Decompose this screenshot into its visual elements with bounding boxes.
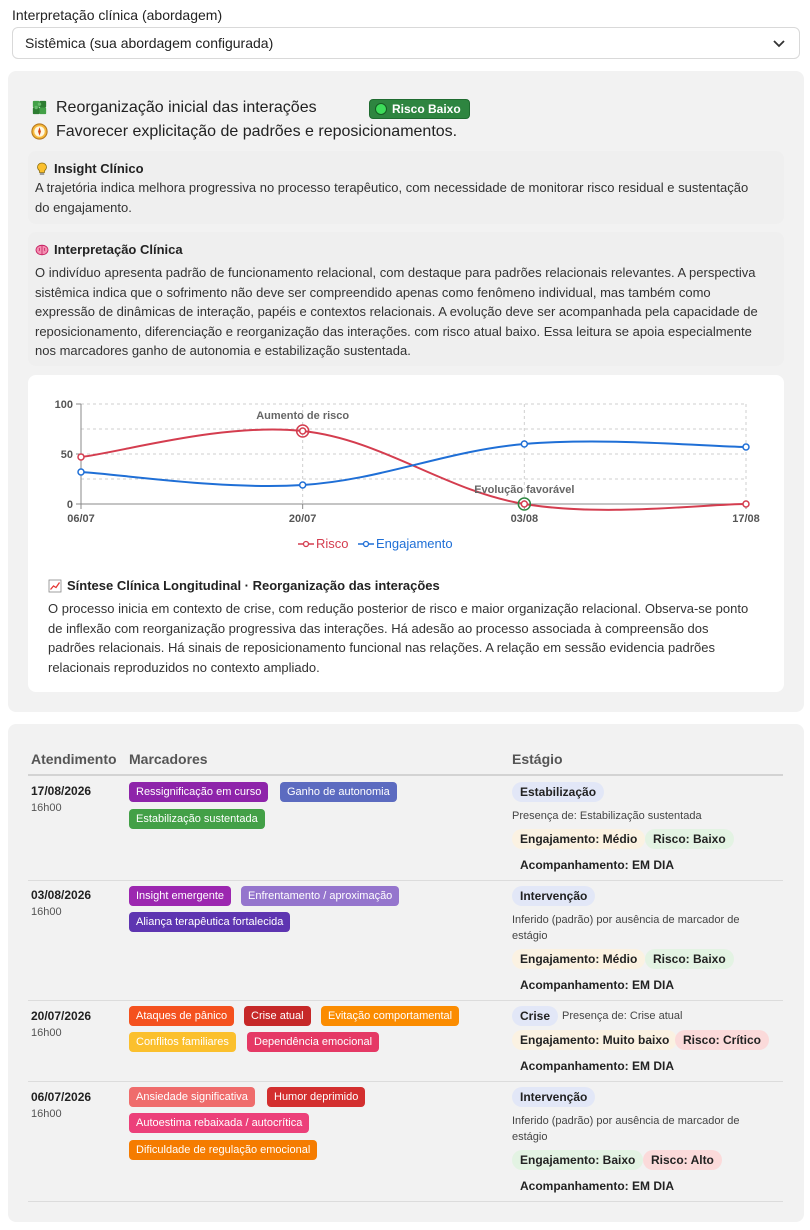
data-point-engajamento <box>78 469 84 475</box>
row-divider <box>28 1000 783 1001</box>
y-tick-label: 50 <box>60 449 73 461</box>
y-tick-label: 100 <box>54 399 73 411</box>
legend-risco[interactable] <box>298 536 349 551</box>
risk-badge-label: Risco Baixo <box>392 102 461 116</box>
session-date: 03/08/2026 <box>31 888 92 902</box>
risk-pill: Risco: Baixo <box>645 949 734 969</box>
session-time: 16h00 <box>31 802 62 814</box>
row-divider <box>28 1081 783 1082</box>
summary-title: Reorganização inicial das interações <box>56 98 317 116</box>
marker-tag: Autoestima rebaixada / autocrítica <box>129 1113 309 1133</box>
data-point-engajamento <box>521 441 527 447</box>
annotation-label: Aumento de risco <box>256 410 350 422</box>
stage-note: Presença de: Crise atual <box>562 1010 683 1022</box>
interpretation-title: Interpretação Clínica <box>54 242 183 257</box>
marker-tag: Ansiedade significativa <box>129 1087 255 1107</box>
risk-pill: Risco: Baixo <box>645 829 734 849</box>
series-line-risco <box>81 429 746 509</box>
followup-status: Acompanhamento: EM DIA <box>520 1179 675 1193</box>
engagement-pill: Engajamento: Muito baixo <box>512 1030 677 1050</box>
synthesis-line: relacionais reproduzidos no contexto ampliado. <box>48 659 320 675</box>
session-time: 16h00 <box>31 906 62 918</box>
synthesis-line: de inflexão com reorganização progressiva das interações. Há adesão ao processo associada à compreensão dos <box>48 620 709 636</box>
marker-tag: Insight emergente <box>129 886 231 906</box>
engagement-pill: Engajamento: Médio <box>512 829 645 849</box>
marker-tag: Aliança terapêutica fortalecida <box>129 912 290 932</box>
interpretation-line: nos marcadores ganho de autonomia e estabilização sustentada. <box>35 343 411 358</box>
x-tick-label: 06/07 <box>67 513 95 525</box>
data-point-engajamento <box>743 444 749 450</box>
annotation-label: Evolução favorável <box>474 484 575 496</box>
stage-pill: Crise <box>512 1006 558 1026</box>
evolution-chart <box>0 0 810 560</box>
data-point-risco <box>78 454 84 460</box>
approach-select-value: Sistêmica (sua abordagem configurada) <box>25 35 274 51</box>
synthesis-text <box>48 599 778 677</box>
interpretation-line: sistêmica indica que o sofrimento não deve ser compreendido apenas como fenômeno individual, mas também como <box>35 284 711 300</box>
row-divider <box>28 1201 783 1202</box>
legend-risco-marker-icon <box>298 539 314 549</box>
stage-note: Presença de: Estabilização sustentada <box>512 810 702 822</box>
col-header-atendimento: Atendimento <box>31 751 117 767</box>
synthesis-line: padrões relacionais. Há sinais de reposicionamento funcional nas relações. A relação em sessão evidencia padrões <box>48 640 716 655</box>
session-time: 16h00 <box>31 1027 62 1039</box>
sessions-card <box>8 724 804 1222</box>
marker-tag: Dificuldade de regulação emocional <box>129 1140 317 1160</box>
interpretation-line: reposicionamento, diferenciação e reorganização das interações. com risco atual baixo. Essa leitura se apoia especialmente <box>35 323 752 339</box>
engagement-pill: Engajamento: Médio <box>512 949 645 969</box>
marker-tag: Evitação comportamental <box>321 1006 459 1026</box>
risk-pill: Risco: Crítico <box>675 1030 769 1050</box>
insight-line: do engajamento. <box>35 199 132 215</box>
stage-pill: Estabilização <box>512 782 604 802</box>
interpretation-line: expressão de dinâmicas de interação, papéis e contextos relacionais. A evolução deve ser acompanhada pela capacidade de <box>35 304 758 319</box>
x-tick-label: 20/07 <box>288 513 317 525</box>
table-header-divider <box>28 774 783 776</box>
session-date: 20/07/2026 <box>31 1009 92 1023</box>
stage-note-line: Inferido (padrão) por ausência de marcador de <box>512 914 740 926</box>
marker-tag: Ressignificação em curso <box>129 782 268 802</box>
y-tick-label: 0 <box>66 499 73 511</box>
marker-tag: Crise atual <box>244 1006 311 1026</box>
marker-tag: Ganho de autonomia <box>280 782 397 802</box>
stage-note-line: estágio <box>512 1131 548 1143</box>
marker-tag: Estabilização sustentada <box>129 809 265 829</box>
followup-status: Acompanhamento: EM DIA <box>520 1059 675 1073</box>
interpretation-line: O indivíduo apresenta padrão de funcionamento relacional, com destaque para padrões relacionais relevantes. A perspectiva <box>35 265 756 280</box>
marker-tag: Conflitos familiares <box>129 1032 236 1052</box>
data-point-engajamento <box>300 482 306 488</box>
session-date: 17/08/2026 <box>31 784 92 798</box>
x-tick-label: 17/08 <box>732 513 760 525</box>
marker-tag: Dependência emocional <box>247 1032 379 1052</box>
marker-tag: Ataques de pânico <box>129 1006 234 1026</box>
row-divider <box>28 880 783 881</box>
session-date: 06/07/2026 <box>31 1090 92 1104</box>
legend-risco-label: Risco <box>316 536 349 551</box>
stage-note <box>512 912 739 944</box>
followup-status: Acompanhamento: EM DIA <box>520 858 675 872</box>
stage-pill: Intervenção <box>512 1087 595 1107</box>
risk-pill: Risco: Alto <box>643 1150 722 1170</box>
legend-engajamento-marker-icon <box>358 539 374 549</box>
engagement-pill: Engajamento: Baixo <box>512 1150 643 1170</box>
chart-increasing-icon <box>48 579 62 593</box>
stage-note-line: Inferido (padrão) por ausência de marcador de <box>512 1115 740 1127</box>
col-header-estagio: Estágio <box>512 751 563 767</box>
synthesis-line: O processo inicia em contexto de crise, com redução posterior de risco e maior organização relacional. Observa-se ponto <box>48 601 749 616</box>
insight-line: A trajetória indica melhora progressiva no processo terapêutico, com necessidade de monitorar risco residual e sustentação <box>35 180 749 195</box>
insight-title: Insight Clínico <box>54 161 144 176</box>
stage-note-line: estágio <box>512 930 548 942</box>
data-point-risco <box>743 501 749 507</box>
synthesis-title: Síntese Clínica Longitudinal · Reorganização das interações <box>67 578 440 593</box>
x-tick-label: 03/08 <box>510 513 539 525</box>
marker-tag: Humor deprimido <box>267 1087 365 1107</box>
stage-pill: Intervenção <box>512 886 595 906</box>
col-header-marcadores: Marcadores <box>129 751 208 767</box>
marker-tag: Enfrentamento / aproximação <box>241 886 399 906</box>
session-time: 16h00 <box>31 1108 62 1120</box>
legend-engajamento-label: Engajamento <box>376 536 453 551</box>
synthesis-title-row <box>48 578 440 593</box>
summary-subtitle: Favorecer explicitação de padrões e reposicionamentos. <box>56 122 458 140</box>
data-point-risco <box>521 501 527 507</box>
stage-note <box>512 1113 739 1145</box>
legend-engajamento[interactable] <box>358 536 453 551</box>
data-point-risco <box>300 428 306 434</box>
followup-status: Acompanhamento: EM DIA <box>520 978 675 992</box>
approach-label: Interpretação clínica (abordagem) <box>12 7 223 23</box>
